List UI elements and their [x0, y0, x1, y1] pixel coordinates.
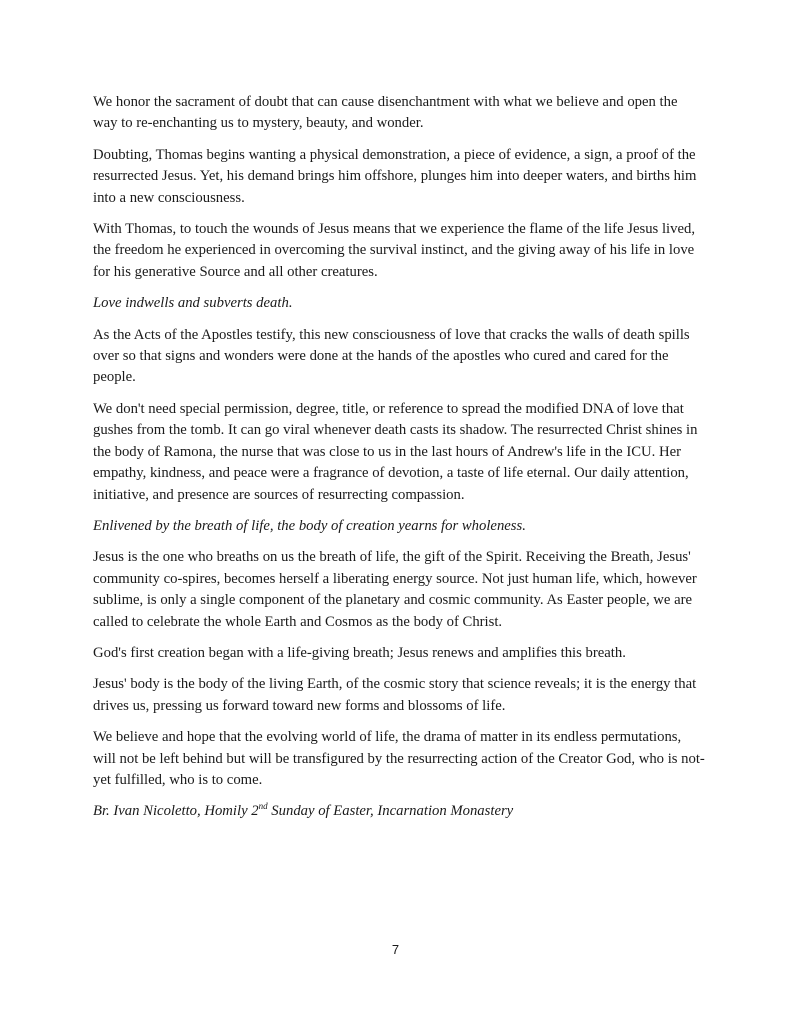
signature-line	[93, 801, 705, 822]
paragraph-breath-of-spirit: Jesus is the one who breaths on us the breath of life, the gift of the Spirit. Receiving the Breath, Jesus' community co-spires, becomes herself a liberating energy source. Not just human life, which, however sublime, is only a single component of the planetary and cosmic community. As Easter people, we are called to celebrate the whole Earth and Cosmos as the body of Christ.	[93, 549, 697, 630]
paragraph-sacrament-of-doubt: We honor the sacrament of doubt that can cause disenchantment with what we believe and open the way to re-enchanting us to mystery, beauty, and wonder.	[93, 94, 678, 132]
page-number: 7	[391, 942, 400, 957]
paragraph-acts-of-apostles: As the Acts of the Apostles testify, this new consciousness of love that cracks the walls of death spills over so that signs and wonders were done at the hands of the apostles who cured and cared for the people.	[93, 326, 690, 386]
heading-breath-of-life: Enlivened by the breath of life, the body of creation yearns for wholeness.	[93, 517, 526, 534]
signature-superscript: nd	[258, 801, 268, 812]
signature-text-end: Sunday of Easter, Incarnation Monastery	[267, 803, 514, 820]
heading-love-indwells: Love indwells and subverts death.	[93, 295, 293, 312]
paragraph-touch-the-wounds: With Thomas, to touch the wounds of Jesus means that we experience the flame of the life Jesus lived, the freedom he experienced in overcoming the survival instinct, and the giving away of his life in love for his generative Source and all other creatures.	[93, 221, 695, 280]
paragraph-first-creation: God's first creation began with a life-giving breath; Jesus renews and amplifies this breath.	[93, 644, 626, 661]
paragraph-modified-dna: We don't need special permission, degree, title, or reference to spread the modified DNA of love that gushes from the tomb. It can go viral whenever death casts its shadow. The resurrected Christ shines in the body of Ramona, the nurse that was close to us in the last hours of Andrew's life in the ICU. Her empathy, kindness, and peace were a fragrance of devotion, a taste of life eternal. Our daily attention, initiative, and presence are sources of resurrecting compassion.	[93, 400, 698, 503]
paragraph-believe-and-hope: We believe and hope that the evolving world of life, the drama of matter in its endless permutations, will not be left behind but will be transfigured by the resurrecting action of the Creator God, who is not-yet fulfilled, who is to come.	[93, 729, 705, 788]
page-body	[93, 92, 705, 833]
signature-text-start: Br. Ivan Nicoletto, Homily 2	[93, 803, 259, 820]
paragraph-body-of-earth: Jesus' body is the body of the living Earth, of the cosmic story that science reveals; it is the energy that drives us, pressing us forward toward new forms and blossoms of life.	[93, 676, 697, 714]
paragraph-doubting-thomas: Doubting, Thomas begins wanting a physical demonstration, a piece of evidence, a sign, a proof of the resurrected Jesus. Yet, his demand brings him offshore, plunges him into deeper waters, and births him into a new consciousness.	[93, 146, 697, 206]
